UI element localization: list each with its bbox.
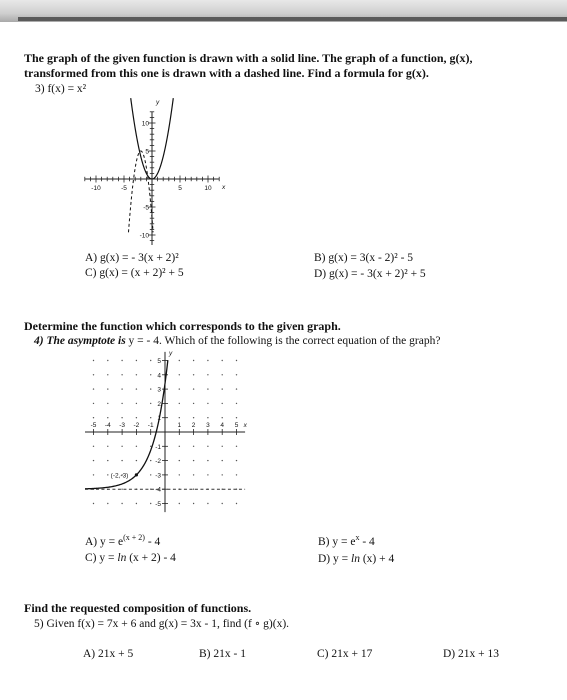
grid-dot [150, 446, 151, 447]
x-tick-label: 3 [206, 422, 210, 429]
grid-dot [121, 388, 122, 389]
x-tick-label: -3 [119, 422, 125, 429]
x-tick-label: -4 [104, 422, 111, 429]
grid-dot [222, 374, 223, 375]
grid-dot [207, 417, 208, 418]
answer-3-b: B) g(x) = 3(x - 2)² - 5 [314, 252, 414, 264]
x-tick-label: 1 [177, 422, 182, 429]
grid-dot [179, 374, 180, 375]
x-tick-label: -1 [147, 422, 154, 429]
grid-dot [93, 388, 94, 389]
grid-dot [222, 446, 223, 447]
x-tick-label: 5 [178, 185, 182, 192]
answer-3-c: C) g(x) = (x + 2)² + 5 [85, 267, 184, 279]
point-label: (-2,-3) [110, 472, 129, 480]
grid-dot [193, 503, 194, 504]
answer-5-a: A) 21x + 5 [83, 648, 134, 660]
grid-dot [207, 388, 208, 389]
grid-dot [121, 417, 122, 418]
y-tick-label: -2 [155, 458, 161, 466]
y-tick-label: -10 [139, 232, 149, 240]
question-5: 5) Given f(x) = 7x + 6 and g(x) = 3x - 1, find (f ∘ g)(x). [34, 618, 290, 630]
grid-dot [136, 446, 137, 447]
grid-dot [179, 503, 180, 504]
grid-dot [193, 417, 194, 418]
grid-dot [222, 503, 223, 504]
question-4-prefix: 4) The asymptote is [34, 335, 126, 347]
grid-dot [179, 360, 180, 361]
answer-5-b: B) 21x - 1 [199, 648, 246, 660]
grid-dot [193, 403, 194, 404]
answer-4-d: D) y = ln (x) + 4 [318, 553, 395, 565]
x-tick-label: -5 [90, 422, 97, 429]
grid-dot [150, 374, 151, 375]
y-tick-label: 5 [157, 358, 161, 365]
x-tick-label: -10 [91, 185, 101, 192]
instruction-section-3: Find the requested composition of functions. [24, 601, 252, 615]
grid-dot [207, 360, 208, 361]
grid-dot [121, 403, 122, 404]
graph-question-4 [85, 347, 260, 517]
grid-dot [136, 374, 137, 375]
grid-dot [236, 474, 237, 475]
grid-dot [136, 388, 137, 389]
grid-dot [107, 360, 108, 361]
grid-dot [121, 460, 122, 461]
grid-dot [93, 503, 94, 504]
grid-dot [193, 489, 194, 490]
y-tick-label: -3 [155, 472, 161, 480]
grid-dot [193, 374, 194, 375]
y-tick-label: 3 [157, 386, 161, 394]
grid-dot [236, 460, 237, 461]
y-tick-label: 5 [145, 148, 149, 156]
grid-dot [236, 403, 237, 404]
grid-dot [207, 460, 208, 461]
grid-dot [121, 489, 122, 490]
grid-dot [93, 446, 94, 447]
grid-dot [121, 374, 122, 375]
grid-dot [222, 388, 223, 389]
grid-dot [193, 460, 194, 461]
grid-dot [179, 388, 180, 389]
grid-dot [93, 460, 94, 461]
grid-dot [150, 503, 151, 504]
instruction-line-1: The graph of the given function is drawn with a solid line. The graph of a function, g(x), [24, 51, 473, 65]
y-tick-label: -1 [155, 443, 161, 451]
grid-dot [236, 446, 237, 447]
grid-dot [207, 374, 208, 375]
grid-dot [222, 474, 223, 475]
question-4-equation: y = - 4. [128, 335, 162, 347]
grid-dot [150, 417, 151, 418]
y-tick-label: 1 [157, 415, 161, 423]
dashed-curve-g [128, 148, 153, 232]
point-marker [135, 473, 138, 476]
grid-dot [107, 417, 108, 418]
grid-dot [179, 403, 180, 404]
y-tick-label: 4 [157, 372, 161, 380]
grid-dot [179, 474, 180, 475]
grid-dot [193, 388, 194, 389]
grid-dot [136, 417, 137, 418]
instruction-section-2: Determine the function which corresponds to the given graph. [24, 319, 341, 333]
grid-dot [93, 360, 94, 361]
answer-3-a: A) g(x) = - 3(x + 2)² [85, 252, 179, 264]
grid-dot [150, 360, 151, 361]
grid-dot [107, 460, 108, 461]
grid-dot [193, 474, 194, 475]
grid-dot [136, 503, 137, 504]
scan-top-line [18, 17, 567, 21]
answer-4-b: B) $y = e^x - 4$ [318, 533, 375, 548]
answer-3-d: D) g(x) = - 3(x + 2)² + 5 [314, 268, 426, 280]
y-tick-label: 2 [157, 400, 161, 408]
grid-dot [107, 374, 108, 375]
grid-dot [93, 474, 94, 475]
grid-dot [193, 446, 194, 447]
grid-dot [150, 474, 151, 475]
grid-dot [136, 403, 137, 404]
grid-dot [222, 417, 223, 418]
x-axis-label: x [243, 422, 247, 429]
grid-dot [222, 460, 223, 461]
y-tick-label: -5 [143, 204, 149, 212]
grid-dot [136, 460, 137, 461]
grid-dot [136, 360, 137, 361]
y-tick-label: -5 [155, 501, 161, 508]
grid-dot [236, 417, 237, 418]
y-tick-label: -4 [155, 486, 161, 494]
y-axis-label: y [156, 99, 160, 106]
grid-dot [93, 403, 94, 404]
grid-dot [179, 417, 180, 418]
answer-5-c: C) 21x + 17 [317, 648, 373, 660]
x-tick-label: 10 [204, 185, 212, 192]
grid-dot [207, 503, 208, 504]
grid-dot [236, 503, 237, 504]
x-tick-label: 2 [191, 422, 196, 429]
grid-dot [107, 474, 108, 475]
grid-dot [107, 403, 108, 404]
grid-dot [179, 446, 180, 447]
x-tick-label: 4 [220, 422, 225, 429]
grid-dot [179, 460, 180, 461]
grid-dot [193, 360, 194, 361]
answer-5-d: D) 21x + 13 [443, 648, 499, 660]
grid-dot [222, 403, 223, 404]
question-3: 3) f(x) = x² [35, 83, 87, 95]
exponential-curve [85, 360, 168, 489]
x-tick-label: -2 [133, 422, 140, 429]
grid-dot [150, 460, 151, 461]
question-4 [34, 335, 440, 347]
y-tick-label: 10 [141, 120, 149, 128]
grid-dot [107, 388, 108, 389]
answer-4-a: A) $y = e^{(x + 2)} - 4$ [85, 533, 161, 548]
grid-dot [150, 388, 151, 389]
graph-question-3 [70, 95, 240, 245]
grid-dot [150, 403, 151, 404]
grid-dot [222, 360, 223, 361]
answer-4-c: C) y = ln (x + 2) - 4 [85, 552, 176, 564]
grid-dot [107, 503, 108, 504]
grid-dot [207, 474, 208, 475]
grid-dot [93, 374, 94, 375]
x-tick-label: -5 [121, 185, 127, 192]
grid-dot [107, 446, 108, 447]
grid-dot [121, 360, 122, 361]
grid-dot [121, 503, 122, 504]
grid-dot [121, 446, 122, 447]
x-tick-label: 5 [234, 422, 239, 429]
grid-dot [207, 403, 208, 404]
grid-dot [207, 446, 208, 447]
question-4-rest: Which of the following is the correct equation of the graph? [164, 335, 441, 347]
x-axis-label: x [222, 184, 226, 191]
grid-dot [93, 417, 94, 418]
y-axis-label: y [169, 349, 173, 357]
grid-dot [236, 374, 237, 375]
instruction-line-2: transformed from this one is drawn with a dashed line. Find a formula for g(x). [24, 66, 429, 80]
grid-dot [236, 388, 237, 389]
grid-dot [236, 360, 237, 361]
